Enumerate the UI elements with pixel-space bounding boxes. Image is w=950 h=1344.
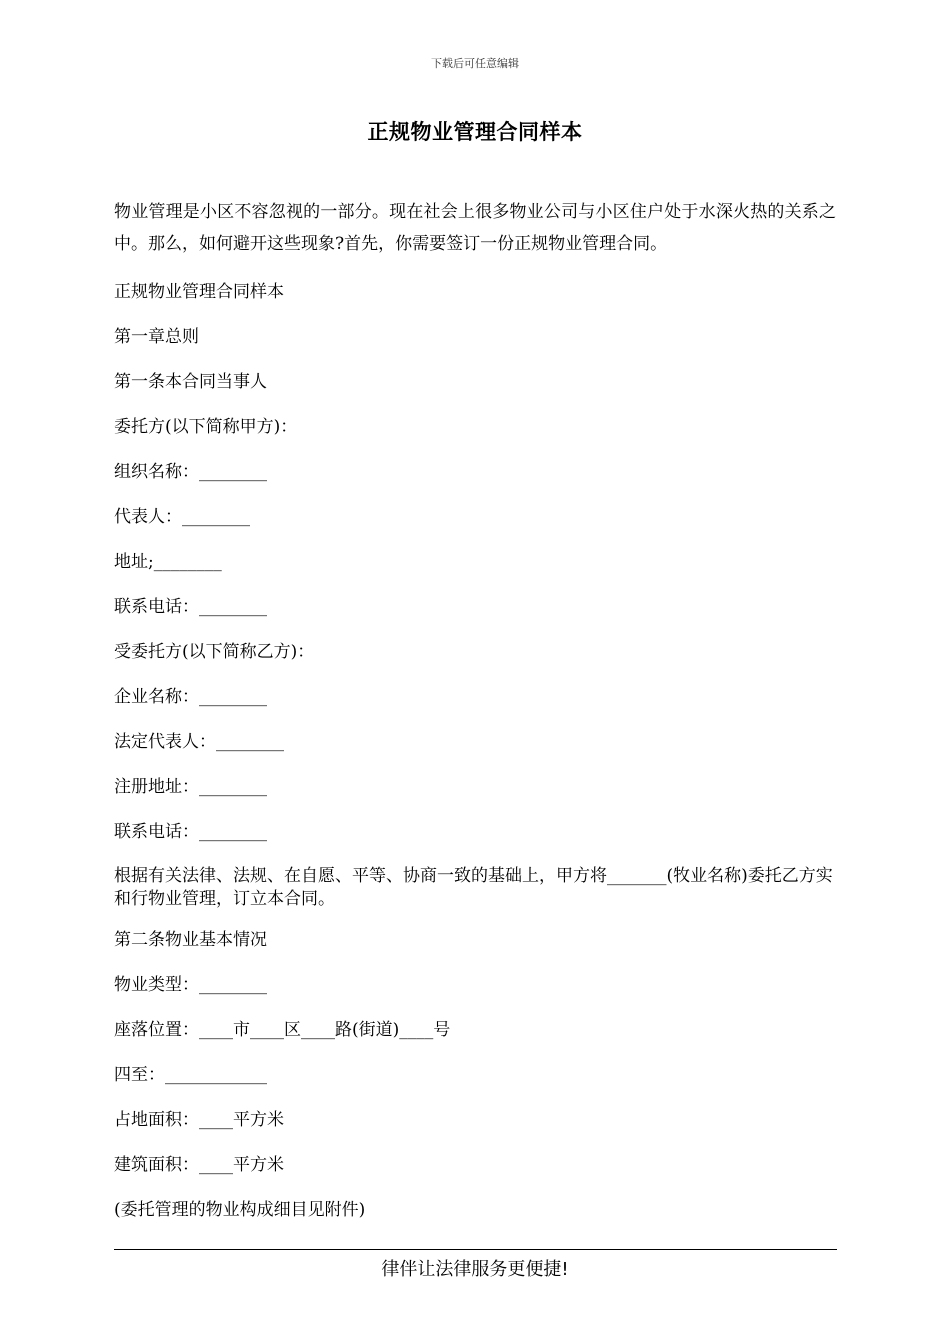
party-b-registered-address-field: 注册地址：________ <box>114 777 267 797</box>
section-heading: 正规物业管理合同样本 <box>114 282 284 302</box>
land-area-field: 占地面积：____平方米 <box>114 1110 284 1130</box>
party-a-org-name-field: 组织名称：________ <box>114 462 267 482</box>
article-heading: 第一条本合同当事人 <box>114 372 267 392</box>
attachment-note: (委托管理的物业构成细目见附件) <box>114 1200 366 1220</box>
party-a-address-field: 地址;________ <box>114 552 222 572</box>
article-two-heading: 第二条物业基本情况 <box>114 930 267 950</box>
property-location-field: 座落位置：____市____区____路(街道)____号 <box>114 1020 451 1040</box>
party-a-phone-field: 联系电话：________ <box>114 597 267 617</box>
property-type-field: 物业类型：________ <box>114 975 267 995</box>
party-b-company-name-field: 企业名称：________ <box>114 687 267 707</box>
intro-paragraph: 物业管理是小区不容忽视的一部分。现在社会上很多物业公司与小区住户处于水深火热的关系之中。那么，如何避开这些现象?首先，你需要签订一份正规物业管理合同。 <box>114 202 836 254</box>
party-a-representative-field: 代表人：________ <box>114 507 250 527</box>
party-a-heading: 委托方(以下简称甲方)： <box>114 417 298 437</box>
header-note: 下载后可任意编辑 <box>431 57 519 70</box>
chapter-heading: 第一章总则 <box>114 327 199 347</box>
document-body <box>114 196 836 1243</box>
building-area-field: 建筑面积：____平方米 <box>114 1155 284 1175</box>
party-b-heading: 受委托方(以下简称乙方)： <box>114 642 315 662</box>
footer-divider <box>114 1249 837 1250</box>
party-b-phone-field: 联系电话：________ <box>114 822 267 842</box>
property-boundaries-field: 四至：____________ <box>114 1065 267 1085</box>
document-title: 正规物业管理合同样本 <box>367 120 583 144</box>
footer-slogan: 律伴让法律服务更便捷! <box>381 1259 569 1280</box>
agreement-paragraph: 根据有关法律、法规、在自愿、平等、协商一致的基础上，甲方将_______(牧业名称)委托乙方实和行物业管理，订立本合同。 <box>114 866 833 909</box>
party-b-legal-rep-field: 法定代表人：________ <box>114 732 284 752</box>
